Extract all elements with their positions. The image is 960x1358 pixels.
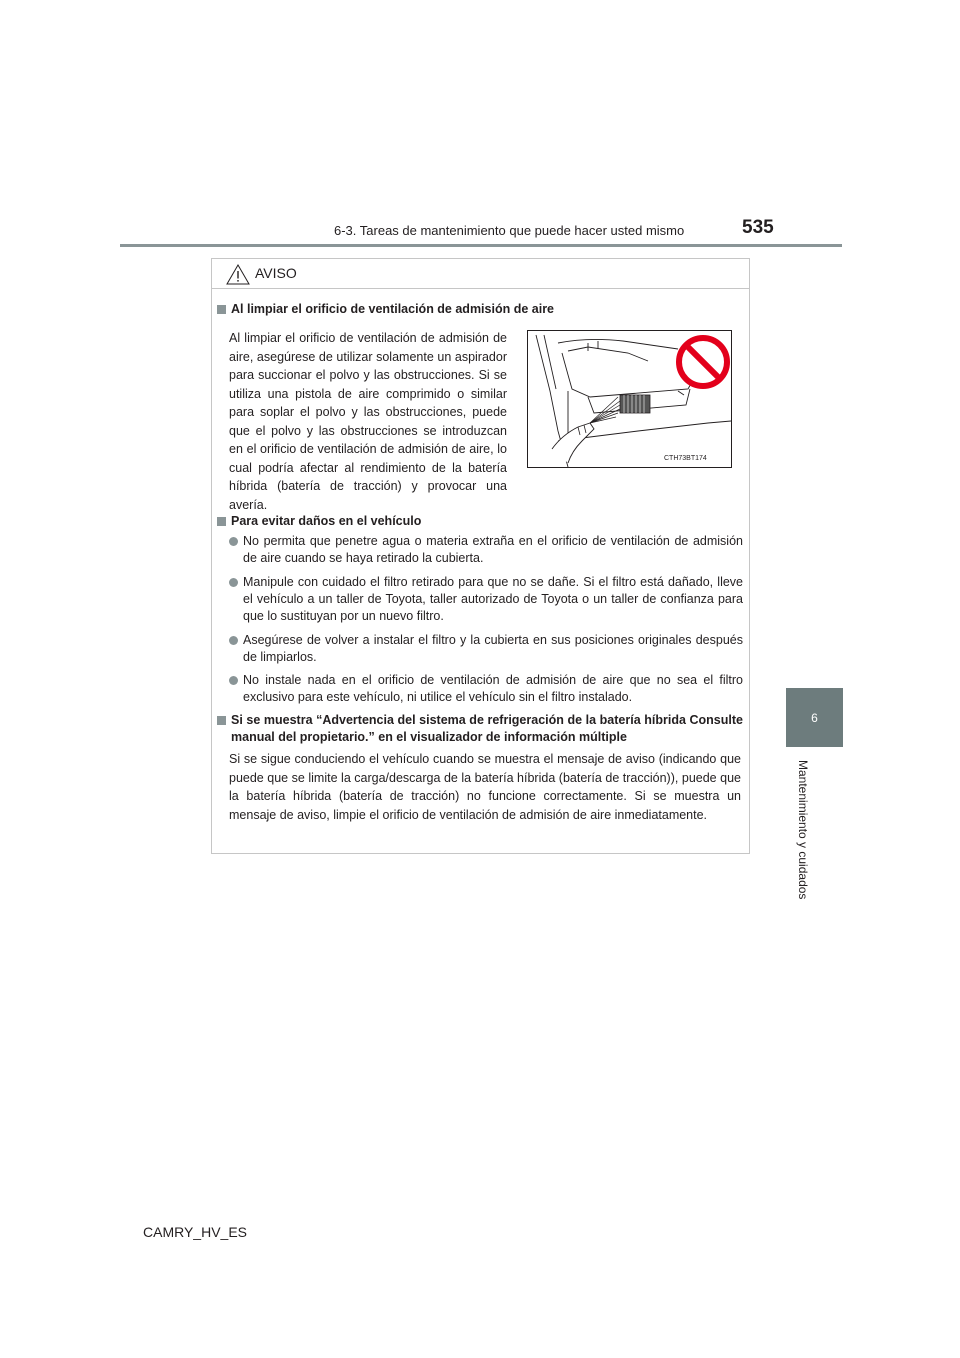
square-bullet-icon [217,517,226,526]
square-bullet-icon [217,716,226,725]
section-heading: Al limpiar el orificio de ventilación de admisión de aire [217,301,737,318]
chapter-number: 6 [811,710,818,725]
notice-header [212,259,749,289]
section-heading: Para evitar daños en el vehículo [217,513,737,530]
page-number: 535 [742,217,774,238]
prohibition-icon [679,338,727,386]
section-title: 6-3. Tareas de mantenimiento que puede hacer usted mismo [334,223,685,238]
section-body: Si se sigue conduciendo el vehículo cuando se muestra el mensaje de aviso (indicando que puede que se limite la carga/descarga de la batería híbrida (batería de tracción)), puede que la batería híbrida (batería de tracción) no funcione correctamente. Si se muestra un mensaje de aviso, limpie el orificio de ventilación de admisión de aire inmediatamente. [229,752,741,822]
section-heading: Si se muestra “Advertencia del sistema de refrigeración de la batería híbrida Consulte manual del propietario.” en el visualizador de información múltiple [217,712,743,746]
air-intake-cleaning-illustration [527,330,732,468]
list-item: Asegúrese de volver a instalar el filtro y la cubierta en sus posiciones originales después de limpiarlos. [229,632,743,666]
notice-title: AVISO [255,265,297,281]
section-body: Al limpiar el orificio de ventilación de admisión de aire, asegúrese de utilizar solamente un aspirador para succionar el polvo y las obstrucciones. Si se utiliza una pistola de aire comprimido o similar para soplar el polvo y las obstrucciones, puede que el polvo y las obstrucciones se introduzcan en el orificio de ventilación de admisión de aire, lo cual podría afectar al rendimiento de la batería híbrida (batería de tracción) y provocar una avería. [229,331,507,512]
list-item: Manipule con cuidado el filtro retirado para que no se dañe. Si el filtro está dañado, lleve el vehículo a un taller de Toyota, taller autorizado de Toyota o un taller de confianza para que lo sustituyan por un nuevo filtro. [229,574,743,625]
vent-prohibited-blowing-image [528,331,731,467]
round-bullet-icon [229,578,238,587]
chapter-tab [786,688,843,747]
chapter-label: Mantenimiento y cuidados [796,760,810,900]
header-rule [120,244,842,247]
square-bullet-icon [217,305,226,314]
warning-triangle-icon [226,264,250,285]
list-item: No permita que penetre agua o materia extraña en el orificio de ventilación de admisión de aire cuando se haya retirado la cubierta. [229,533,743,567]
round-bullet-icon [229,537,238,546]
round-bullet-icon [229,676,238,685]
list-item: No instale nada en el orificio de ventilación de admisión de aire que no sea el filtro exclusivo para este vehículo, ni utilice el vehículo sin el filtro instalado. [229,672,743,706]
figure-code: CTH73BT174 [664,455,707,462]
round-bullet-icon [229,636,238,645]
document-code: CAMRY_HV_ES [143,1224,248,1240]
